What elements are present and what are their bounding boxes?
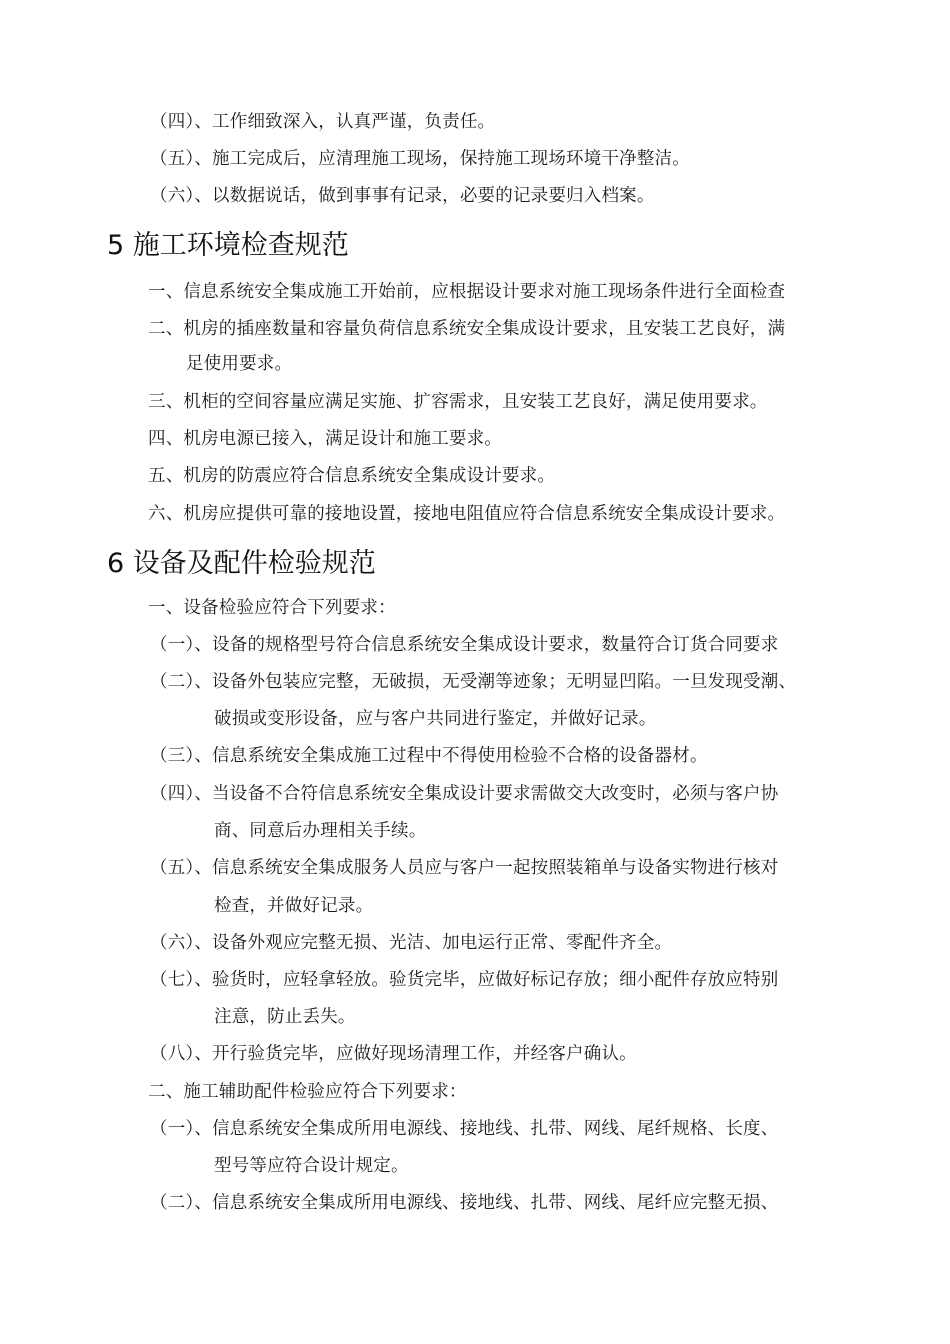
section-6-line-8: （七）、验货时，应轻拿轻放。验货完毕，应做好标记存放；细小配件存放应特别 — [150, 970, 779, 990]
section-6-line-9: （八）、开行验货完毕，应做好现场清理工作，并经客户确认。 — [150, 1044, 637, 1064]
section-6-heading: 6 设备及配件检验规范 — [107, 548, 376, 579]
section-6-line-11: （一）、信息系统安全集成所用电源线、接地线、扎带、网线、尾纤规格、长度、 — [150, 1119, 779, 1139]
intro-item-6: （六）、以数据说话，做到事事有记录，必要的记录要归入档案。 — [150, 186, 655, 206]
section-6-line-4: （三）、信息系统安全集成施工过程中不得使用检验不合格的设备器材。 — [150, 746, 708, 766]
section-5-line-6: 六、机房应提供可靠的接地设置，接地电阻值应符合信息系统安全集成设计要求。 — [148, 504, 786, 524]
section-5-heading: 5 施工环境检查规范 — [107, 230, 349, 261]
section-5-line-1: 一、信息系统安全集成施工开始前，应根据设计要求对施工现场条件进行全面检查 — [148, 282, 786, 302]
section-5-line-2: 二、机房的插座数量和容量负荷信息系统安全集成设计要求，且安装工艺良好，满 — [148, 319, 786, 339]
section-6-line-6-cont: 检查，并做好记录。 — [214, 896, 374, 916]
section-6-line-12: （二）、信息系统安全集成所用电源线、接地线、扎带、网线、尾纤应完整无损、 — [150, 1193, 779, 1213]
intro-item-4: （四）、工作细致深入，认真严谨，负责任。 — [150, 112, 496, 132]
section-6-line-8-cont: 注意，防止丢失。 — [214, 1007, 356, 1027]
section-6-line-7: （六）、设备外观应完整无损、光洁、加电运行正常、零配件齐全。 — [150, 933, 673, 953]
section-6-line-6: （五）、信息系统安全集成服务人员应与客户一起按照装箱单与设备实物进行核对 — [150, 858, 779, 878]
section-6-line-3: （二）、设备外包装应完整，无破损，无受潮等迹象；无明显凹陷。一旦发现受潮、 — [150, 672, 797, 692]
section-5-line-5: 五、机房的防震应符合信息系统安全集成设计要求。 — [148, 466, 556, 486]
section-6-line-10: 二、施工辅助配件检验应符合下列要求： — [148, 1082, 467, 1102]
section-6-line-1: 一、设备检验应符合下列要求： — [148, 598, 396, 618]
section-5-line-2-cont: 足使用要求。 — [186, 354, 293, 374]
section-5-line-4: 四、机房电源已接入，满足设计和施工要求。 — [148, 429, 502, 449]
section-6-line-11-cont: 型号等应符合设计规定。 — [214, 1156, 409, 1176]
intro-item-5: （五）、施工完成后，应清理施工现场，保持施工现场环境干净整洁。 — [150, 149, 690, 169]
section-6-line-2: （一）、设备的规格型号符合信息系统安全集成设计要求，数量符合订货合同要求 — [150, 635, 779, 655]
section-6-line-5-cont: 商、同意后办理相关手续。 — [214, 821, 427, 841]
section-6-line-5: （四）、当设备不合符信息系统安全集成设计要求需做交大改变时，必须与客户协 — [150, 784, 779, 804]
section-5-line-3: 三、机柜的空间容量应满足实施、扩容需求，且安装工艺良好，满足使用要求。 — [148, 392, 768, 412]
section-6-line-3-cont: 破损或变形设备，应与客户共同进行鉴定，并做好记录。 — [214, 709, 657, 729]
